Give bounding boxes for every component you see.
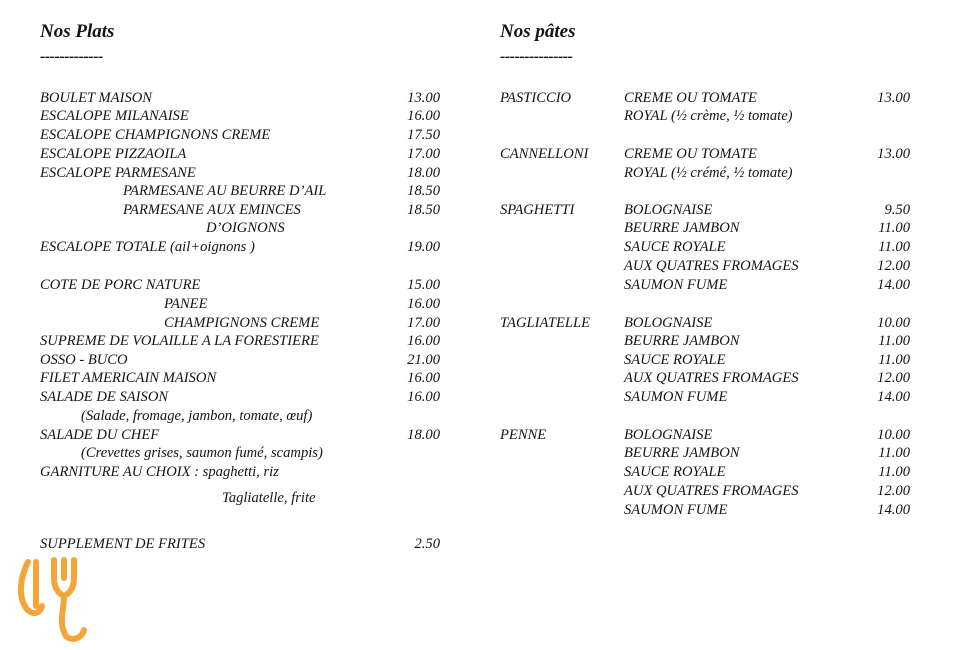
pasta-sauce-label: SAUMON FUME <box>624 502 728 518</box>
pates-title: Nos pâtes <box>500 21 576 42</box>
pasta-price: 9.50 <box>884 202 910 218</box>
pasta-sauce-label: SAUCE ROYALE <box>624 352 726 368</box>
plats-item-price: 16.00 <box>407 389 440 405</box>
pasta-price: 14.00 <box>877 277 910 293</box>
pasta-sauce-label: BEURRE JAMBON <box>624 445 740 461</box>
pasta-price: 14.00 <box>877 502 910 518</box>
plats-item-name: BOULET MAISON <box>40 90 153 106</box>
plats-item-name: ESCALOPE MILANAISE <box>40 108 189 124</box>
pasta-sauce-label: BOLOGNAISE <box>624 315 713 331</box>
plats-item-name: PANEE <box>164 296 208 312</box>
plats-item-price: 17.00 <box>407 315 440 331</box>
plats-item-name: FILET AMERICAIN MAISON <box>40 370 217 386</box>
pasta-price: 11.00 <box>878 333 910 349</box>
pasta-sauce-label: BEURRE JAMBON <box>624 333 740 349</box>
pasta-price: 13.00 <box>877 90 910 106</box>
plats-item-name: ESCALOPE PIZZAOILA <box>40 146 187 162</box>
plats-item-price: 21.00 <box>407 352 440 368</box>
plats-item-name: GARNITURE AU CHOIX : spaghetti, riz <box>40 464 279 480</box>
pasta-sauce-label: SAUMON FUME <box>624 389 728 405</box>
pasta-type-name: SPAGHETTI <box>500 202 575 218</box>
pasta-price: 11.00 <box>878 220 910 236</box>
plats-item-price: 18.50 <box>407 202 440 218</box>
pasta-sauce-label: BEURRE JAMBON <box>624 220 740 236</box>
pasta-sauce-label: BOLOGNAISE <box>624 202 713 218</box>
pasta-price: 14.00 <box>877 389 910 405</box>
pasta-price: 11.00 <box>878 464 910 480</box>
pasta-sauce-label: CREME OU TOMATE <box>624 90 757 106</box>
plats-item-name: SUPREME DE VOLAILLE A LA FORESTIERE <box>40 333 319 349</box>
plats-title-underline: ------------- <box>40 48 103 65</box>
plats-item-price: 17.00 <box>407 146 440 162</box>
pasta-price: 12.00 <box>877 483 910 499</box>
plats-item-description: (Salade, fromage, jambon, tomate, œuf) <box>81 408 313 424</box>
pasta-sauce-label: SAUMON FUME <box>624 277 728 293</box>
pasta-sauce-label: CREME OU TOMATE <box>624 146 757 162</box>
plats-item-name: ESCALOPE TOTALE (ail+oignons ) <box>40 239 255 255</box>
plats-item-name: CHAMPIGNONS CREME <box>164 315 320 331</box>
pasta-sauce-label: ROYAL (½ crème, ½ tomate) <box>624 108 793 124</box>
pasta-type-name: PENNE <box>500 427 547 443</box>
plats-item-price: 19.00 <box>407 239 440 255</box>
pasta-sauce-label: SAUCE ROYALE <box>624 239 726 255</box>
plats-item-name: SUPPLEMENT DE FRITES <box>40 536 206 552</box>
plats-item-name: OSSO - BUCO <box>40 352 128 368</box>
pasta-price: 13.00 <box>877 146 910 162</box>
pasta-type-name: PASTICCIO <box>500 90 572 106</box>
plats-item-price: 13.00 <box>407 90 440 106</box>
pasta-sauce-label: SAUCE ROYALE <box>624 464 726 480</box>
plats-item-price: 17.50 <box>407 127 440 143</box>
plats-item-price: 2.50 <box>414 536 440 552</box>
pasta-sauce-label: ROYAL (½ crémé, ½ tomate) <box>624 165 793 181</box>
plats-item-name-continued: D’OIGNONS <box>206 220 285 236</box>
pasta-sauce-label: AUX QUATRES FROMAGES <box>624 258 799 274</box>
pasta-price: 11.00 <box>878 239 910 255</box>
plats-item-price: 16.00 <box>407 333 440 349</box>
plats-item-description: (Crevettes grises, saumon fumé, scampis) <box>81 445 323 461</box>
pasta-price: 12.00 <box>877 370 910 386</box>
plats-item-price: 16.00 <box>407 370 440 386</box>
plats-item-name: SALADE DU CHEF <box>40 427 160 443</box>
pasta-price: 11.00 <box>878 445 910 461</box>
plats-item-price: 18.50 <box>407 183 440 199</box>
plats-item-name: COTE DE PORC NATURE <box>40 277 201 293</box>
pates-title-underline: --------------- <box>500 48 573 65</box>
pasta-price: 10.00 <box>877 315 910 331</box>
plats-item-price: 15.00 <box>407 277 440 293</box>
plats-item-description: Tagliatelle, frite <box>222 490 316 506</box>
pasta-price: 12.00 <box>877 258 910 274</box>
pasta-price: 10.00 <box>877 427 910 443</box>
plats-item-name: SALADE DE SAISON <box>40 389 169 405</box>
pasta-type-name: TAGLIATELLE <box>500 315 591 331</box>
pasta-sauce-label: BOLOGNAISE <box>624 427 713 443</box>
plats-item-name: PARMESANE AU BEURRE D’AIL <box>123 183 327 199</box>
plats-item-price: 16.00 <box>407 296 440 312</box>
pasta-price: 11.00 <box>878 352 910 368</box>
pasta-sauce-label: AUX QUATRES FROMAGES <box>624 370 799 386</box>
pasta-sauce-label: AUX QUATRES FROMAGES <box>624 483 799 499</box>
plats-item-name: ESCALOPE CHAMPIGNONS CREME <box>40 127 271 143</box>
plats-item-price: 18.00 <box>407 165 440 181</box>
plats-title: Nos Plats <box>40 21 115 42</box>
plats-item-name: ESCALOPE PARMESANE <box>40 165 196 181</box>
plats-item-name: PARMESANE AUX EMINCES <box>123 202 301 218</box>
fork-spoon-logo-icon <box>14 556 92 642</box>
plats-item-price: 16.00 <box>407 108 440 124</box>
pasta-type-name: CANNELLONI <box>500 146 589 162</box>
plats-item-price: 18.00 <box>407 427 440 443</box>
